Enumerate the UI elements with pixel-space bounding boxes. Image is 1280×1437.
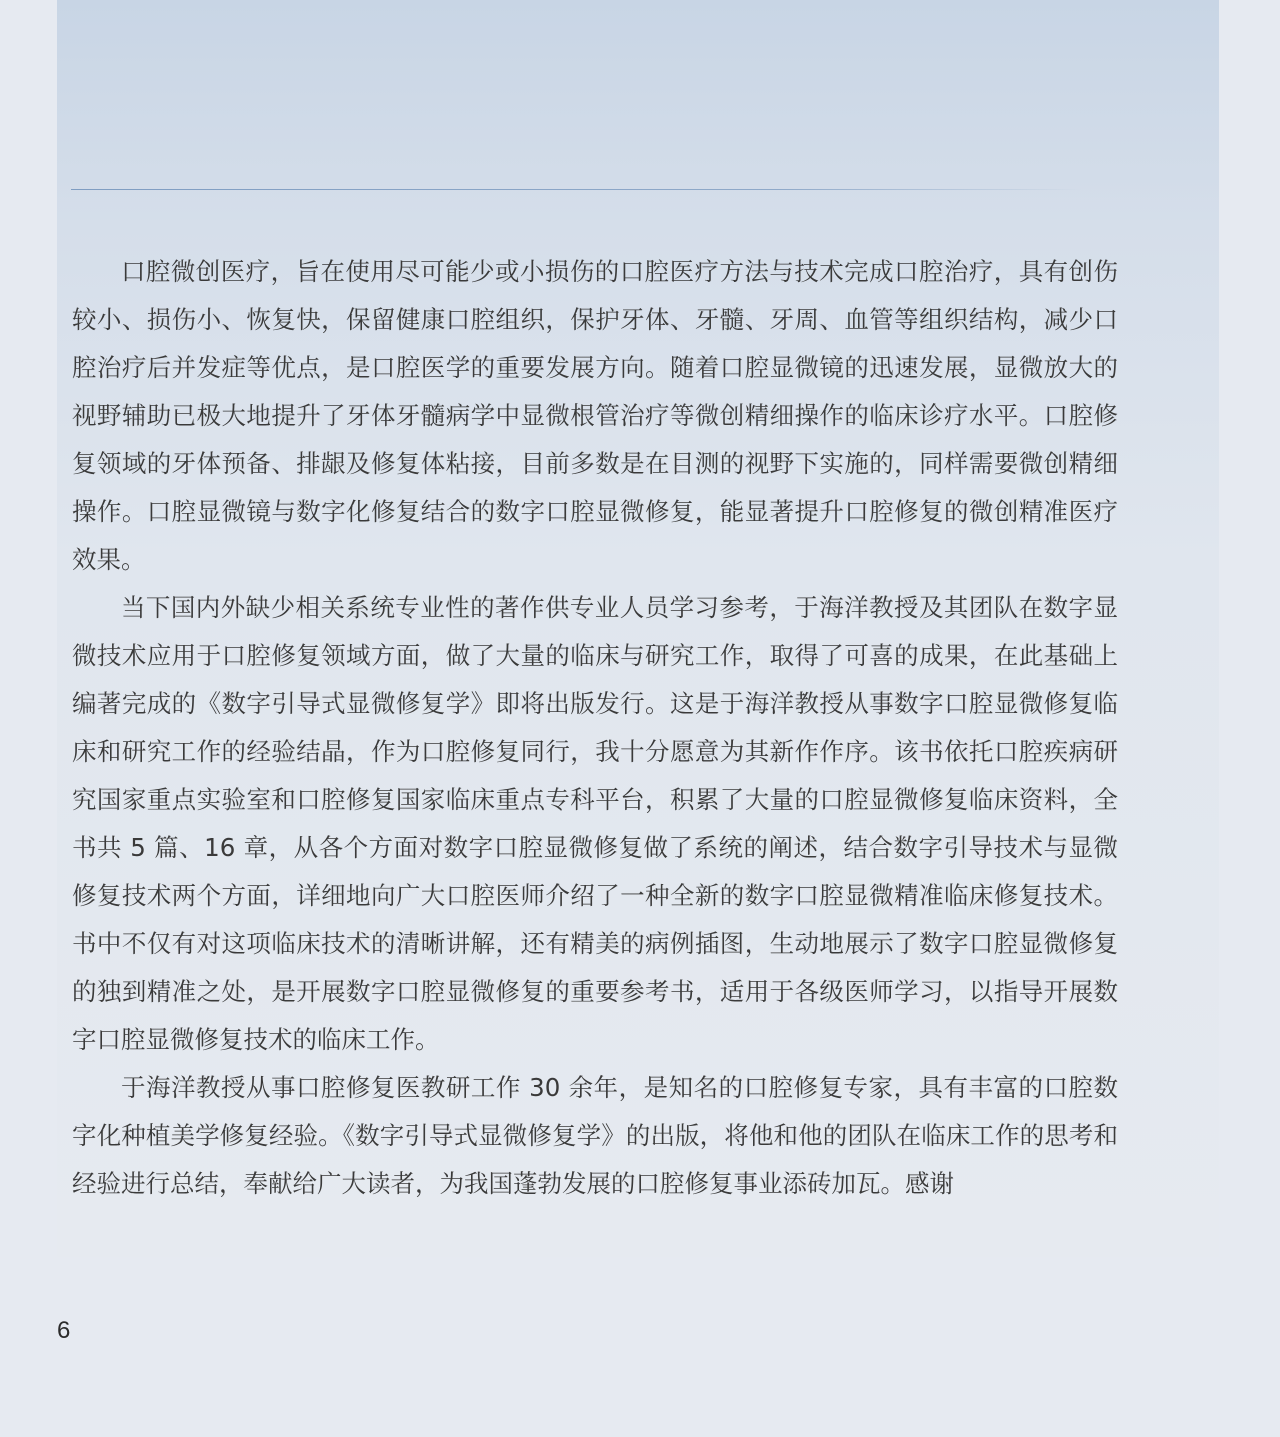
paragraph-2: 当下国内外缺少相关系统专业性的著作供专业人员学习参考，于海洋教授及其团队在数字显微技术应用于口腔修复领域方面，做了大量的临床与研究工作，取得了可喜的成果，在此基础上编著完成的《数字引导式显微修复学》即将出版发行。这是于海洋教授从事数字口腔显微修复临床和研究工作的经验结晶，作为口腔修复同行，我十分愿意为其新作作序。该书依托口腔疾病研究国家重点实验室和口腔修复国家临床重点专科平台，积累了大量的口腔显微修复临床资料，全书共 5 篇、16 章，从各个方面对数字口腔显微修复做了系统的阐述，结合数字引导技术与显微修复技术两个方面，详细地向广大口腔医师介绍了一种全新的数字口腔显微精准临床修复技术。书中不仅有对这项临床技术的清晰讲解，还有精美的病例插图，生动地展示了数字口腔显微修复的独到精准之处，是开展数字口腔显微修复的重要参考书，适用于各级医师学习，以指导开展数字口腔显微修复技术的临床工作。 bbox=[72, 593, 1118, 1054]
foreword-body bbox=[72, 248, 1118, 1208]
page-number: 6 bbox=[57, 1317, 71, 1344]
header-rule bbox=[71, 189, 1081, 190]
paragraph-3: 于海洋教授从事口腔修复医教研工作 30 余年，是知名的口腔修复专家，具有丰富的口腔数字化种植美学修复经验。《数字引导式显微修复学》的出版，将他和他的团队在临床工作的思考和经验进行总结，奉献给广大读者，为我国蓬勃发展的口腔修复事业添砖加瓦。感谢 bbox=[72, 1073, 1118, 1198]
paragraph-1: 口腔微创医疗，旨在使用尽可能少或小损伤的口腔医疗方法与技术完成口腔治疗，具有创伤较小、损伤小、恢复快，保留健康口腔组织，保护牙体、牙髓、牙周、血管等组织结构，减少口腔治疗后并发症等优点，是口腔医学的重要发展方向。随着口腔显微镜的迅速发展，显微放大的视野辅助已极大地提升了牙体牙髓病学中显微根管治疗等微创精细操作的临床诊疗水平。口腔修复领域的牙体预备、排龈及修复体粘接，目前多数是在目测的视野下实施的，同样需要微创精细操作。口腔显微镜与数字化修复结合的数字口腔显微修复，能显著提升口腔修复的微创精准医疗效果。 bbox=[72, 257, 1118, 574]
